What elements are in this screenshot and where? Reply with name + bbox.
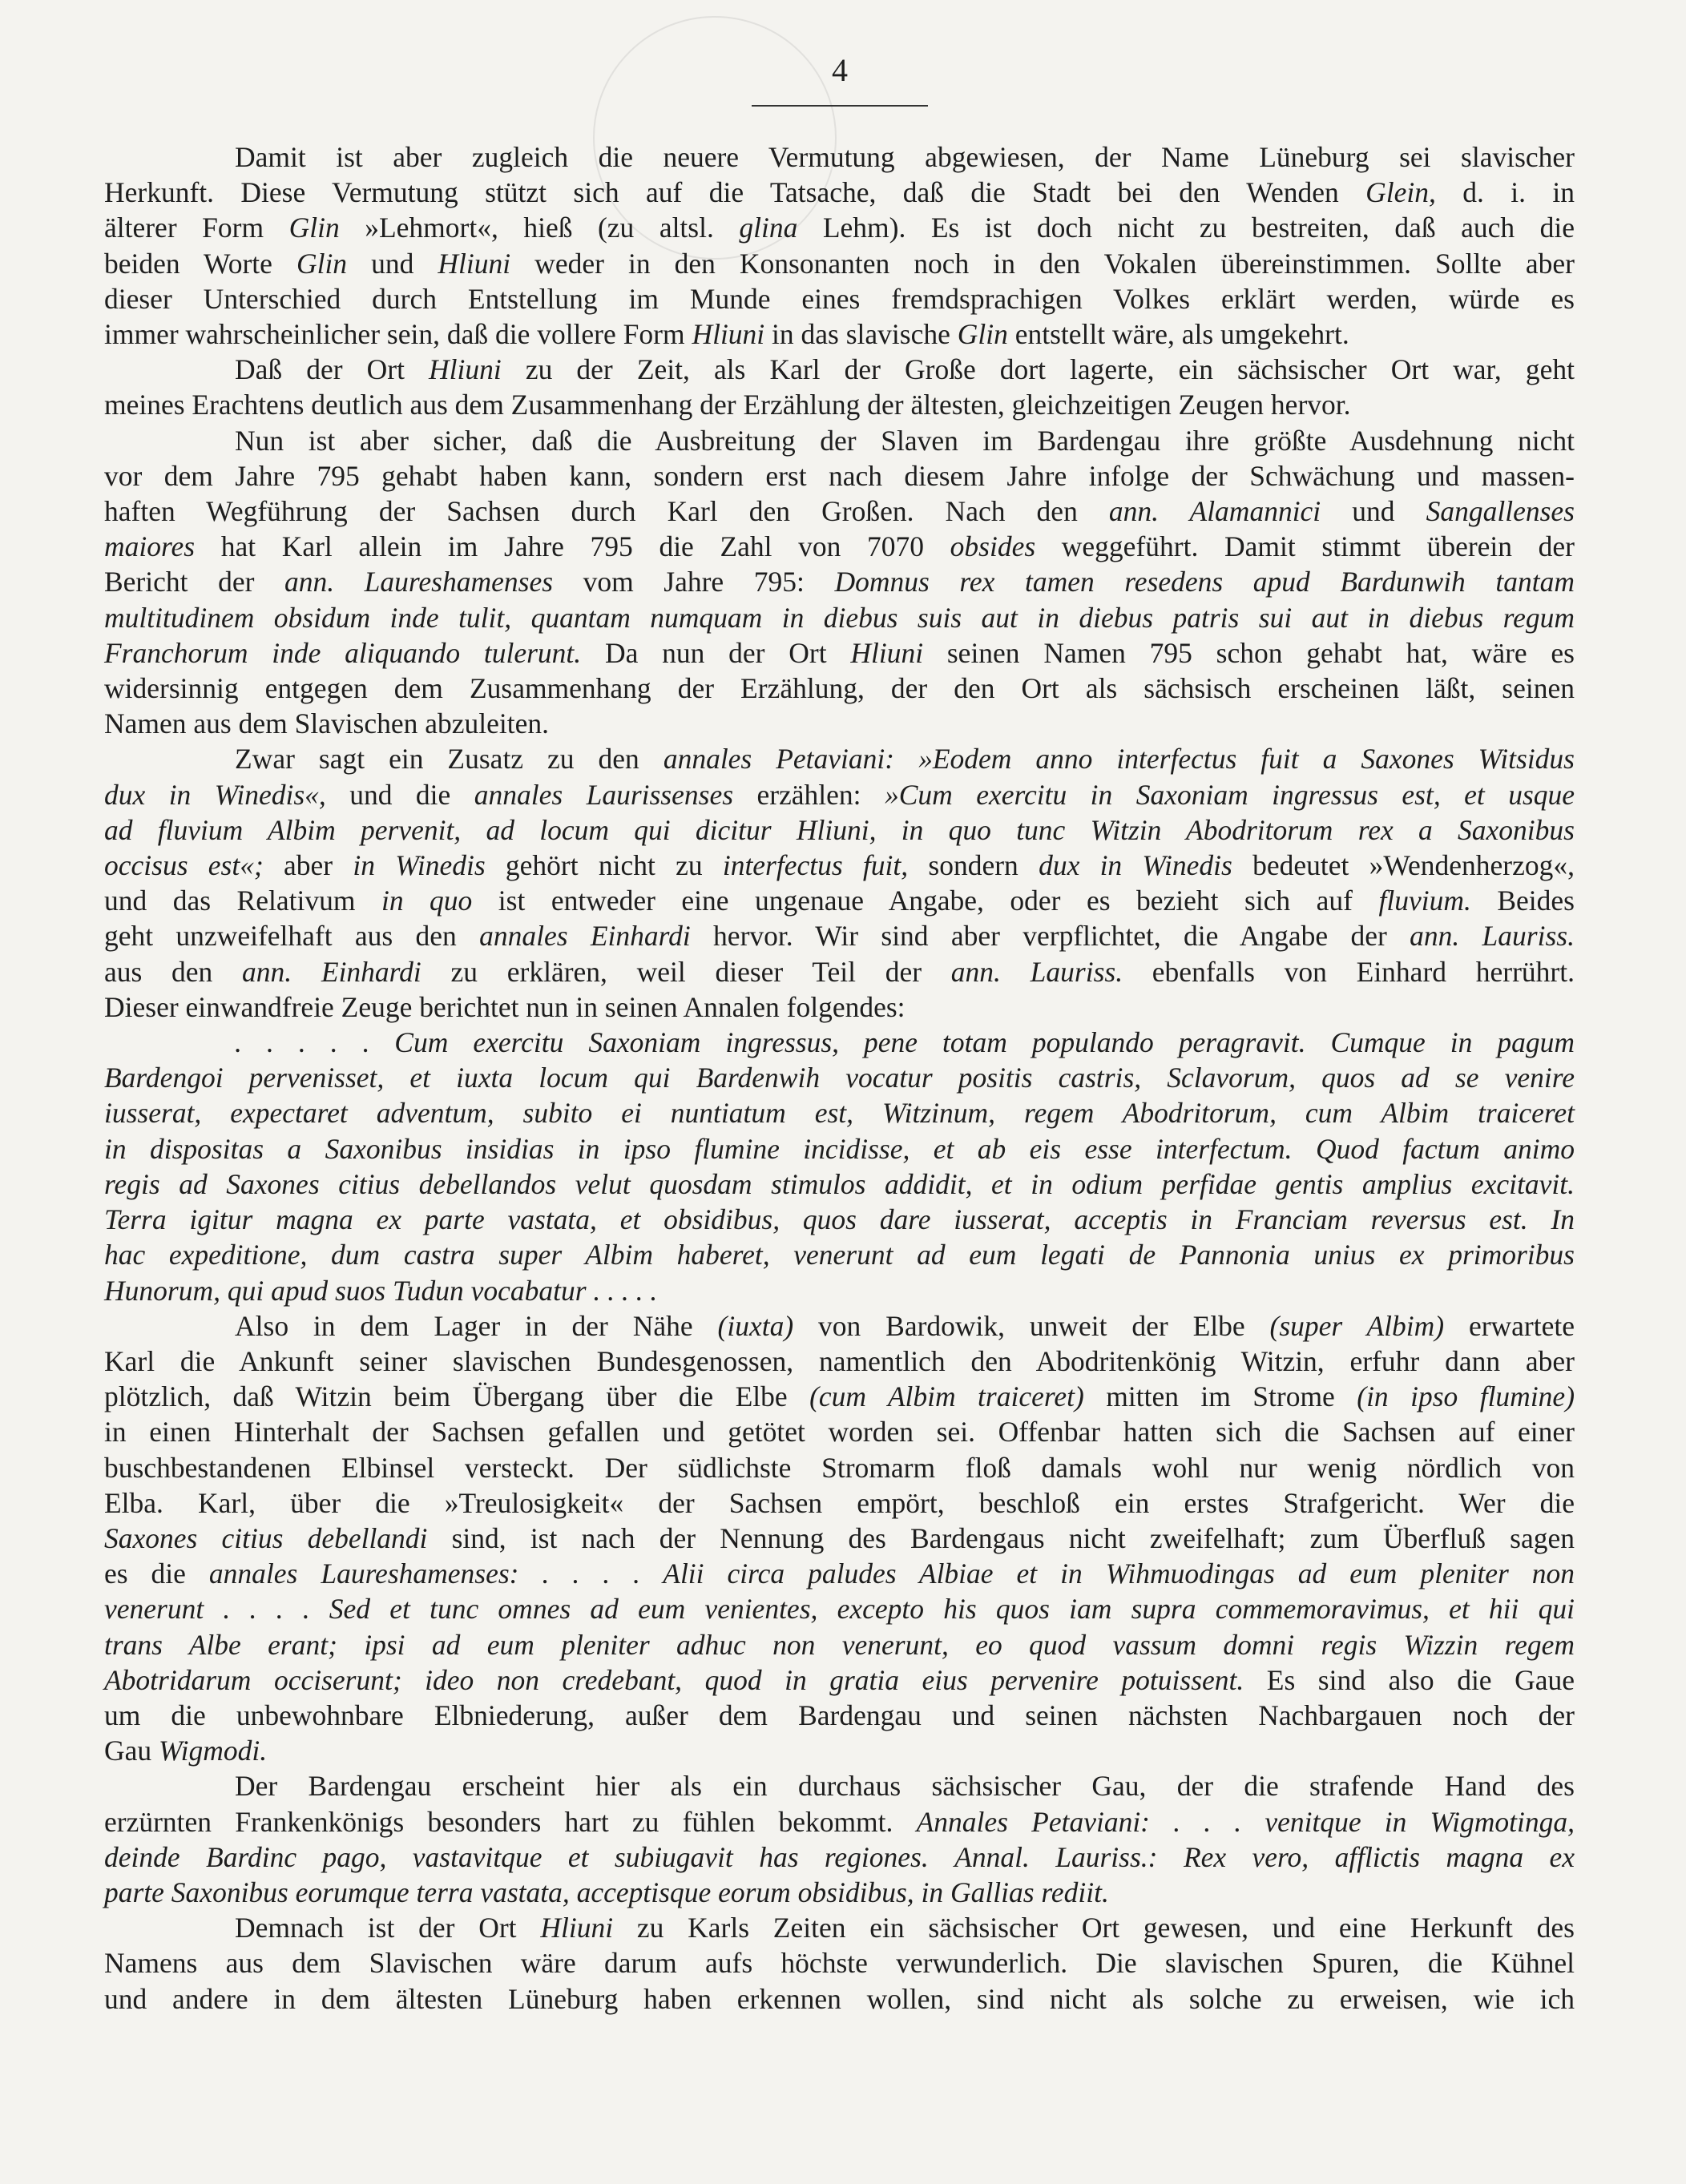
text-line: iusserat, expectaret adventum, subito ei nuntiatum est, Witzinum, regem Abodritorum, cum Albim traiceret [104,1097,1575,1130]
text-line: erzürnten Frankenkönigs besonders hart zu fühlen bekommt. Annales Petaviani: . . . venitque in Wigmotinga, [104,1805,1575,1838]
text-line: dieser Unterschied durch Entstellung im Munde eines fremdsprachigen Volkes erklärt werden, würde es [104,282,1575,315]
text-line: es die annales Laureshamenses: . . . . Alii circa paludes Albiae et in Wihmuodingas ad eum pleniter non [104,1557,1575,1590]
text-line: in dispositas a Saxonibus insidias in ipso flumine incidisse, et ab eis esse interfectum. Quod factum animo [104,1132,1575,1165]
text-line: Daß der Ort Hliuni zu der Zeit, als Karl der Große dort lagerte, ein sächsischer Ort war, geht [235,353,1575,386]
text-line: widersinnig entgegen dem Zusammenhang der Erzählung, der den Ort als sächsisch erscheinen läßt, seinen [104,672,1575,705]
text-line: maiores hat Karl allein im Jahre 795 die Zahl von 7070 obsides weggeführt. Damit stimmt überein der [104,530,1575,563]
paragraph [104,1910,1575,2017]
text-line: Herkunft. Diese Vermutung stützt sich auf die Tatsache, daß die Stadt bei den Wenden Glein, d. i. in [104,176,1575,209]
text-line: dux in Winedis«, und die annales Laurissenses erzählen: »Cum exercitu in Saxoniam ingressus est, et usque [104,778,1575,811]
text-line: multitudinem obsidum inde tulit, quantam numquam in diebus suis aut in diebus patris sui aut in diebus regum [104,601,1575,634]
text-line: beiden Worte Glin und Hliuni weder in den Konsonanten noch in den Vokalen übereinstimmen. Sollte aber [104,247,1575,280]
text-line: Damit ist aber zugleich die neuere Vermutung abgewiesen, der Name Lüneburg sei slavischer [235,141,1575,173]
text-line: Karl die Ankunft seiner slavischen Bundesgenossen, namentlich den Abodritenkönig Witzin, erfuhr dann aber [104,1344,1575,1377]
text-line: Also in dem Lager in der Nähe (iuxta) von Bardowik, unweit der Elbe (super Albim) erwartete [235,1309,1575,1342]
text-line: venerunt . . . . Sed et tunc omnes ad eum venientes, excepto his quos iam supra commemoravimus, et hii qui [104,1593,1575,1626]
text-line: parte Saxonibus eorumque terra vastata, acceptisque eorum obsidibus, in Gallias rediit. [104,1876,1109,1908]
text-line: regis ad Saxones citius debellandos velut quosdam stimulos addidit, et in odium perfidae gentis amplius excitavit. [104,1167,1575,1200]
text-line: Demnach ist der Ort Hliuni zu Karls Zeiten ein sächsischer Ort gewesen, und eine Herkunft des [235,1912,1575,1944]
text-line: Namen aus dem Slavischen abzuleiten. [104,707,549,740]
text-line: Der Bardengau erscheint hier als ein durchaus sächsischer Gau, der die strafende Hand des [235,1770,1575,1803]
text-line: Gau Wigmodi. [104,1735,268,1767]
text-line: Terra igitur magna ex parte vastata, et obsidibus, quos dare iusserat, acceptis in Franciam reversus est. In [104,1203,1575,1236]
body-text [104,139,1575,2017]
paragraph [104,1768,1575,1910]
text-line: Dieser einwandfreie Zeuge berichtet nun in seinen Annalen folgendes: [104,990,906,1023]
text-line: geht unzweifelhaft aus den annales Einhardi hervor. Wir sind aber verpflichtet, die Angabe der ann. Lauriss. [104,920,1575,953]
text-line: in einen Hinterhalt der Sachsen gefallen und getötet worden sei. Offenbar hatten sich die Sachsen auf einer [104,1416,1575,1449]
text-line: meines Erachtens deutlich aus dem Zusammenhang der Erzählung der ältesten, gleichzeitigen Zeugen hervor. [104,389,1351,421]
text-line: immer wahrscheinlicher sein, daß die vollere Form Hliuni in das slavische Glin entstellt wäre, als umgekehrt. [104,318,1349,351]
text-line: Hunorum, qui apud suos Tudun vocabatur . . . . . [104,1274,658,1307]
page-number: 4 [832,52,848,88]
text-line: ad fluvium Albim pervenit, ad locum qui dicitur Hliuni, in quo tunc Witzin Abodritorum rex a Saxonibus [104,813,1575,846]
text-line: Namens aus dem Slavischen wäre darum aufs höchste verwunderlich. Die slavischen Spuren, die Kühnel [104,1947,1575,1980]
paragraph [104,352,1575,422]
text-line: Nun ist aber sicher, daß die Ausbreitung der Slaven im Bardengau ihre größte Ausdehnung nicht [235,424,1575,457]
text-line: deinde Bardinc pago, vastavitque et subiugavit has regiones. Annal. Lauriss.: Rex vero, afflictis magna ex [104,1840,1575,1873]
text-line: Franchorum inde aliquando tulerunt. Da nun der Ort Hliuni seinen Namen 795 schon gehabt hat, wäre es [104,636,1575,669]
header-rule [752,105,928,107]
text-line: buschbestandenen Elbinsel versteckt. Der südlichste Stromarm floß damals wohl nur wenig nördlich von [104,1451,1575,1484]
paragraph [104,741,1575,1025]
text-line: . . . . . Cum exercitu Saxoniam ingressus, pene totam populando peragravit. Cumque in pagum [235,1026,1575,1059]
text-line: Abotridarum occiserunt; ideo non credebant, quod in gratia eius pervenire potuissent. Es sind also die Gaue [104,1663,1575,1696]
text-line: Bardengoi pervenisset, et iuxta locum qui Bardenwih vocatur positis castris, Sclavorum, quos ad se venire [104,1062,1575,1094]
text-line: Elba. Karl, über die »Treulosigkeit« der Sachsen empört, beschloß ein erstes Strafgericht. Wer die [104,1486,1575,1519]
text-line: trans Albe erant; ipsi ad eum pleniter adhuc non venerunt, eo quod vassum domni regis Wizzin regem [104,1628,1575,1661]
paragraph [104,139,1575,352]
text-line: und andere in dem ältesten Lüneburg haben erkennen wollen, sind nicht als solche zu erweisen, wie ich [104,1982,1575,2015]
paragraph [104,1025,1575,1308]
text-line: haften Wegführung der Sachsen durch Karl den Großen. Nach den ann. Alamannici und Sangallenses [104,495,1575,528]
text-line: und das Relativum in quo ist entweder eine ungenaue Angabe, oder es bezieht sich auf fluvium. Beides [104,884,1575,917]
text-line: occisus est«; aber in Winedis gehört nicht zu interfectus fuit, sondern dux in Winedis bedeutet »Wendenherzog«, [104,849,1575,882]
text-line: um die unbewohnbare Elbniederung, außer dem Bardengau und seinen nächsten Nachbargauen noch der [104,1698,1575,1731]
text-line: aus den ann. Einhardi zu erklären, weil dieser Teil der ann. Lauriss. ebenfalls von Einhard herrührt. [104,955,1575,988]
text-line: Zwar sagt ein Zusatz zu den annales Petaviani: »Eodem anno interfectus fuit a Saxones Witsidus [235,743,1575,776]
text-line: älterer Form Glin »Lehmort«, hieß (zu altsl. glina Lehm). Es ist doch nicht zu bestreiten, daß auch die [104,212,1575,244]
paragraph [104,1308,1575,1769]
text-line: vor dem Jahre 795 gehabt haben kann, sondern erst nach diesem Jahre infolge der Schwächung und massen- [104,459,1575,492]
text-line: Bericht der ann. Laureshamenses vom Jahre 795: Domnus rex tamen resedens apud Bardunwih tantam [104,566,1575,598]
text-line: Saxones citius debellandi sind, ist nach der Nennung des Bardengaus nicht zweifelhaft; zum Überfluß sagen [104,1521,1575,1554]
text-line: hac expeditione, dum castra super Albim haberet, venerunt ad eum legati de Pannonia unius ex primoribus [104,1239,1575,1271]
paragraph [104,423,1575,742]
text-line: plötzlich, daß Witzin beim Übergang über die Elbe (cum Albim traiceret) mitten im Strome (in ipso flumine) [104,1380,1575,1413]
